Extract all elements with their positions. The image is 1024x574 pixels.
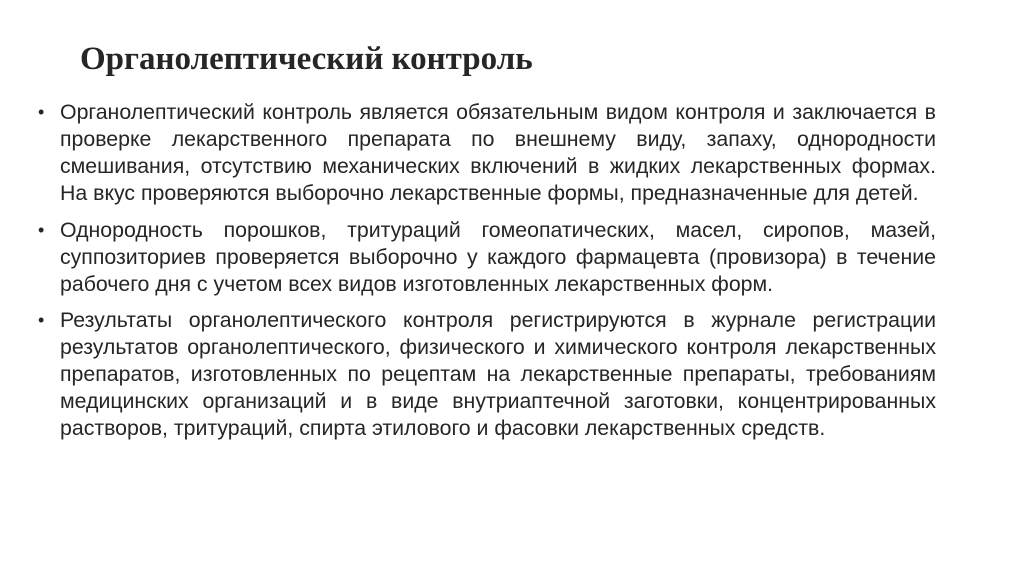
bullet-item (38, 307, 936, 442)
bullet-text: Однородность порошков, тритураций гомеопатических, масел, сиропов, мазей, суппозиториев проверяется выборочно у каждого фармацевта (провизора) в течение рабочего дня с учетом всех видов изготовленных лекарственных форм. (60, 217, 936, 296)
bullet-marker: • (38, 310, 45, 330)
bullet-text: Органолептический контроль является обязательным видом контроля и заключается в проверке лекарственного препарата по внешнему виду, запаху, однородности смешивания, отсутствию механических включений в жидких лекарственных формах. На вкус проверяются выборочно лекарственные формы, предназначенные для детей. (60, 100, 936, 205)
bullet-item (38, 99, 936, 207)
bullet-marker: • (38, 219, 45, 240)
bullet-marker: • (38, 102, 45, 122)
bullet-item (38, 217, 936, 298)
slide-title: Органолептический контроль (80, 41, 533, 77)
bullet-list (38, 99, 936, 452)
bullet-text: Результаты органолептического контроля регистрируются в журнале регистрации результатов органолептического, физического и химического контроля лекарственных препаратов, изготовленных по рецептам на лекарственные препараты, требованиям медицинских организаций и в виде внутриаптечной заготовки, концентрированных растворов, тритураций, спирта этилового и фасовки лекарственных средств. (60, 308, 936, 440)
